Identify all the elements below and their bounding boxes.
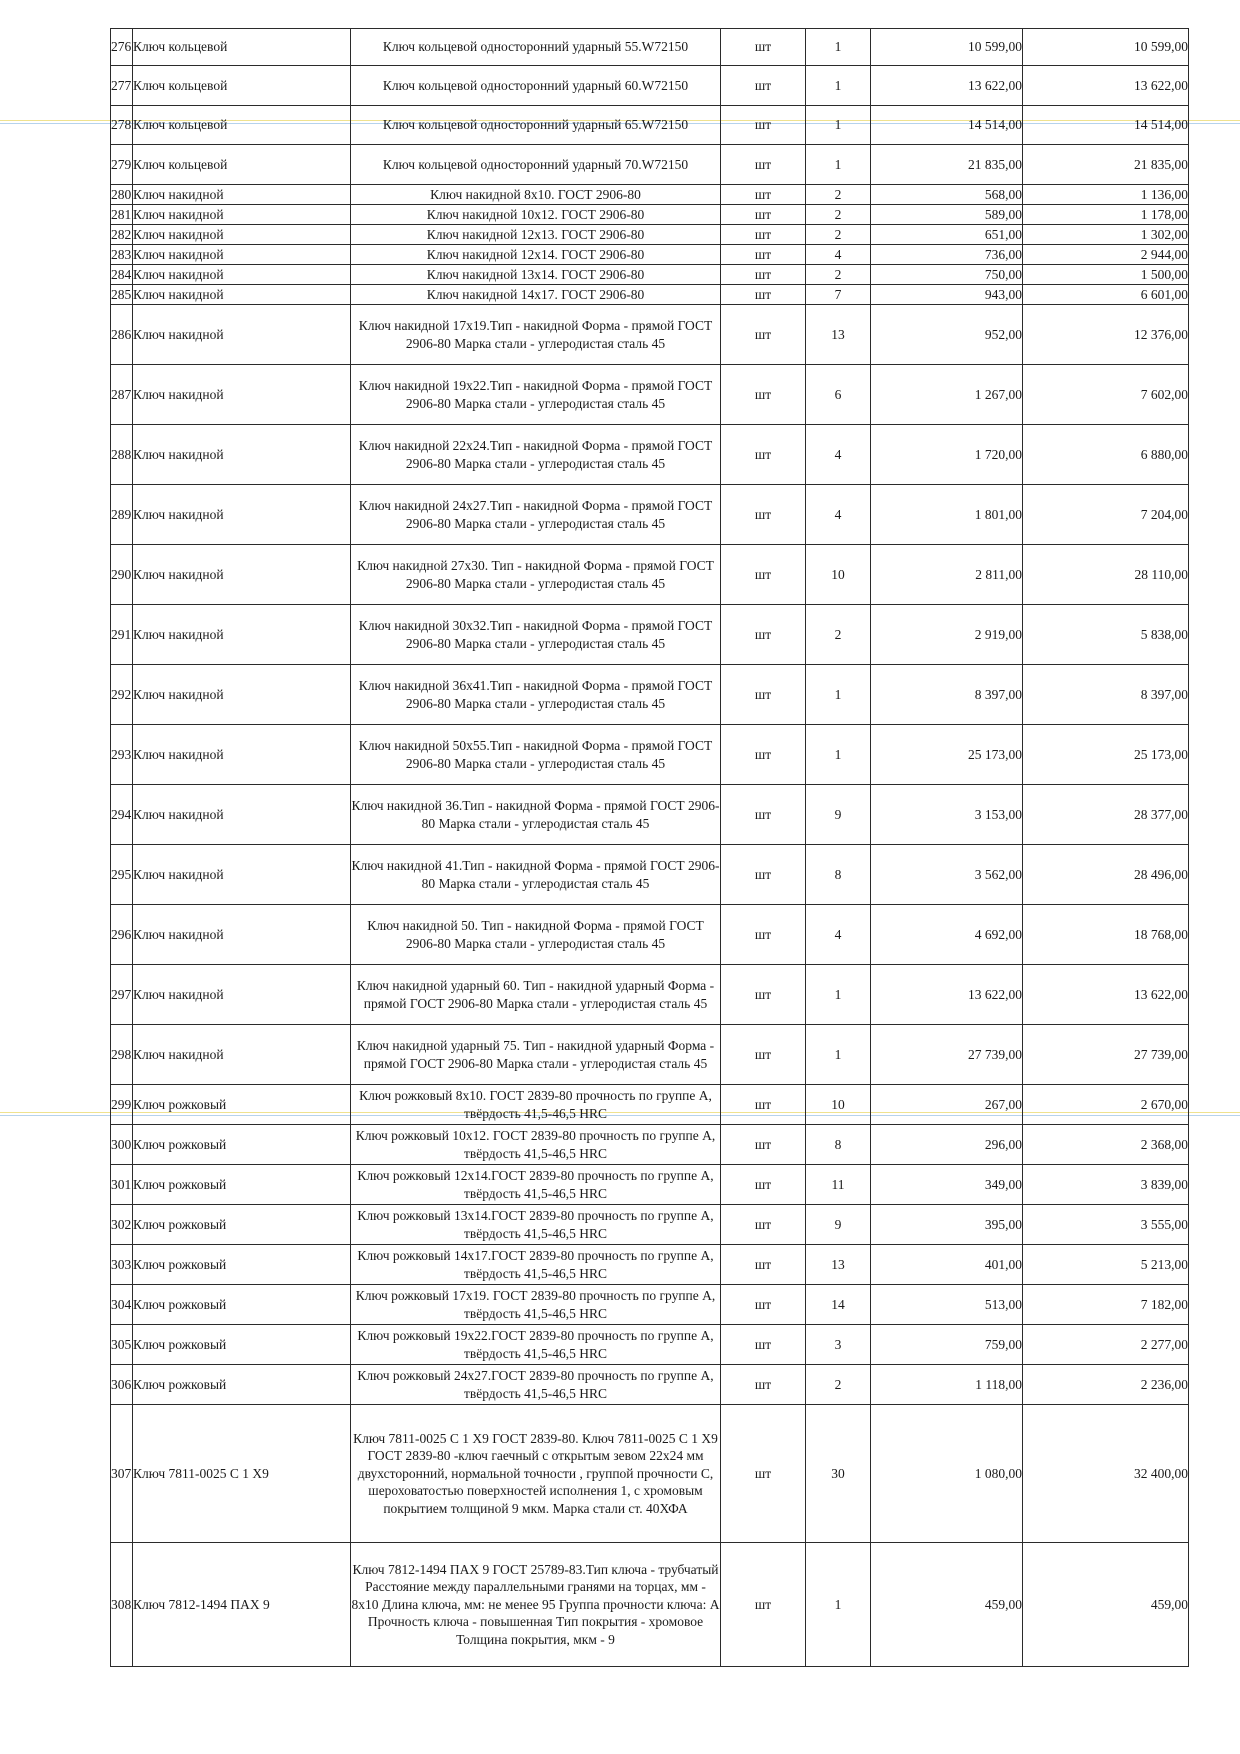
item-description: Ключ накидной 24х27.Тип - накидной Форма - прямой ГОСТ 2906-80 Марка стали - углеродистая сталь 45	[351, 485, 721, 545]
table-row	[111, 1325, 1189, 1365]
row-number: 300	[111, 1125, 133, 1165]
item-name: Ключ рожковый	[133, 1365, 351, 1405]
item-description: Ключ накидной 14х17. ГОСТ 2906-80	[351, 285, 721, 305]
unit-price: 3 153,00	[871, 785, 1023, 845]
line-total: 32 400,00	[1023, 1405, 1189, 1543]
row-number: 292	[111, 665, 133, 725]
item-description: Ключ кольцевой односторонний ударный 60.W72150	[351, 66, 721, 106]
row-number: 281	[111, 205, 133, 225]
unit-of-measure: шт	[721, 265, 806, 285]
unit-of-measure: шт	[721, 605, 806, 665]
item-description: Ключ рожковый 12х14.ГОСТ 2839-80 прочность по группе А, твёрдость 41,5-46,5 HRC	[351, 1165, 721, 1205]
quantity: 9	[806, 785, 871, 845]
unit-of-measure: шт	[721, 665, 806, 725]
row-number: 301	[111, 1165, 133, 1205]
quantity: 1	[806, 66, 871, 106]
line-total: 7 182,00	[1023, 1285, 1189, 1325]
unit-of-measure: шт	[721, 205, 806, 225]
quantity: 4	[806, 905, 871, 965]
unit-price: 1 267,00	[871, 365, 1023, 425]
line-total: 3 839,00	[1023, 1165, 1189, 1205]
table-row	[111, 225, 1189, 245]
unit-price: 296,00	[871, 1125, 1023, 1165]
item-name: Ключ кольцевой	[133, 145, 351, 185]
quantity: 1	[806, 725, 871, 785]
row-number: 284	[111, 265, 133, 285]
line-total: 12 376,00	[1023, 305, 1189, 365]
item-description: Ключ кольцевой односторонний ударный 55.W72150	[351, 29, 721, 66]
unit-of-measure: шт	[721, 145, 806, 185]
quantity: 4	[806, 485, 871, 545]
line-total: 1 178,00	[1023, 205, 1189, 225]
item-description: Ключ накидной 30х32.Тип - накидной Форма - прямой ГОСТ 2906-80 Марка стали - углеродистая сталь 45	[351, 605, 721, 665]
item-name: Ключ накидной	[133, 365, 351, 425]
quantity: 10	[806, 1085, 871, 1125]
line-total: 2 236,00	[1023, 1365, 1189, 1405]
table-row	[111, 485, 1189, 545]
item-name: Ключ накидной	[133, 665, 351, 725]
unit-price: 736,00	[871, 245, 1023, 265]
item-description: Ключ накидной ударный 75. Тип - накидной ударный Форма - прямой ГОСТ 2906-80 Марка стали - углеродистая сталь 45	[351, 1025, 721, 1085]
table-row	[111, 1125, 1189, 1165]
table-row	[111, 965, 1189, 1025]
item-name: Ключ накидной	[133, 785, 351, 845]
row-number: 302	[111, 1205, 133, 1245]
unit-price: 651,00	[871, 225, 1023, 245]
quantity: 2	[806, 225, 871, 245]
unit-price: 267,00	[871, 1085, 1023, 1125]
item-name: Ключ накидной	[133, 205, 351, 225]
unit-price: 349,00	[871, 1165, 1023, 1205]
unit-price: 1 080,00	[871, 1405, 1023, 1543]
line-total: 27 739,00	[1023, 1025, 1189, 1085]
quantity: 9	[806, 1205, 871, 1245]
item-name: Ключ накидной	[133, 545, 351, 605]
quantity: 13	[806, 1245, 871, 1285]
quantity: 8	[806, 1125, 871, 1165]
table-row	[111, 1245, 1189, 1285]
table-row	[111, 285, 1189, 305]
item-name: Ключ накидной	[133, 725, 351, 785]
table-row	[111, 1205, 1189, 1245]
item-description: Ключ рожковый 17х19. ГОСТ 2839-80 прочность по группе А, твёрдость 41,5-46,5 HRC	[351, 1285, 721, 1325]
item-description: Ключ рожковый 13х14.ГОСТ 2839-80 прочность по группе А, твёрдость 41,5-46,5 HRC	[351, 1205, 721, 1245]
item-description: Ключ накидной 12х13. ГОСТ 2906-80	[351, 225, 721, 245]
quantity: 2	[806, 185, 871, 205]
table-row	[111, 605, 1189, 665]
unit-price: 13 622,00	[871, 66, 1023, 106]
row-number: 280	[111, 185, 133, 205]
unit-price: 8 397,00	[871, 665, 1023, 725]
document-page	[110, 28, 1188, 1667]
row-number: 295	[111, 845, 133, 905]
item-name: Ключ накидной	[133, 845, 351, 905]
quantity: 4	[806, 245, 871, 265]
row-number: 299	[111, 1085, 133, 1125]
row-number: 307	[111, 1405, 133, 1543]
item-name: Ключ накидной	[133, 285, 351, 305]
unit-price: 513,00	[871, 1285, 1023, 1325]
quantity: 6	[806, 365, 871, 425]
row-number: 283	[111, 245, 133, 265]
unit-of-measure: шт	[721, 845, 806, 905]
table-row	[111, 365, 1189, 425]
row-number: 291	[111, 605, 133, 665]
item-description: Ключ накидной 50. Тип - накидной Форма - прямой ГОСТ 2906-80 Марка стали - углеродистая сталь 45	[351, 905, 721, 965]
line-total: 13 622,00	[1023, 66, 1189, 106]
item-description: Ключ рожковый 8х10. ГОСТ 2839-80 прочность по группе А, твёрдость 41,5-46,5 HRC	[351, 1085, 721, 1125]
item-description: Ключ накидной 36х41.Тип - накидной Форма - прямой ГОСТ 2906-80 Марка стали - углеродистая сталь 45	[351, 665, 721, 725]
line-total: 1 500,00	[1023, 265, 1189, 285]
unit-of-measure: шт	[721, 1405, 806, 1543]
quantity: 1	[806, 145, 871, 185]
unit-price: 13 622,00	[871, 965, 1023, 1025]
quantity: 2	[806, 265, 871, 285]
table-row	[111, 845, 1189, 905]
item-description: Ключ кольцевой односторонний ударный 70.W72150	[351, 145, 721, 185]
item-name: Ключ рожковый	[133, 1165, 351, 1205]
unit-of-measure: шт	[721, 485, 806, 545]
quantity: 4	[806, 425, 871, 485]
row-number: 286	[111, 305, 133, 365]
item-description: Ключ накидной 13х14. ГОСТ 2906-80	[351, 265, 721, 285]
unit-of-measure: шт	[721, 1205, 806, 1245]
item-name: Ключ 7812-1494 ПАХ 9	[133, 1543, 351, 1667]
item-name: Ключ накидной	[133, 265, 351, 285]
row-number: 293	[111, 725, 133, 785]
unit-price: 10 599,00	[871, 29, 1023, 66]
table-row	[111, 185, 1189, 205]
unit-of-measure: шт	[721, 245, 806, 265]
unit-price: 589,00	[871, 205, 1023, 225]
unit-price: 4 692,00	[871, 905, 1023, 965]
item-name: Ключ накидной	[133, 1025, 351, 1085]
row-number: 285	[111, 285, 133, 305]
table-row	[111, 545, 1189, 605]
quantity: 7	[806, 285, 871, 305]
line-total: 28 110,00	[1023, 545, 1189, 605]
row-number: 308	[111, 1543, 133, 1667]
line-total: 7 602,00	[1023, 365, 1189, 425]
item-description: Ключ рожковый 14х17.ГОСТ 2839-80 прочность по группе А, твёрдость 41,5-46,5 HRC	[351, 1245, 721, 1285]
item-description: Ключ накидной 27х30. Тип - накидной Форма - прямой ГОСТ 2906-80 Марка стали - углеродистая сталь 45	[351, 545, 721, 605]
item-description: Ключ накидной 12х14. ГОСТ 2906-80	[351, 245, 721, 265]
price-table	[110, 28, 1189, 1667]
unit-price: 759,00	[871, 1325, 1023, 1365]
quantity: 14	[806, 1285, 871, 1325]
unit-of-measure: шт	[721, 1285, 806, 1325]
unit-of-measure: шт	[721, 285, 806, 305]
item-description: Ключ накидной 17х19.Тип - накидной Форма - прямой ГОСТ 2906-80 Марка стали - углеродистая сталь 45	[351, 305, 721, 365]
unit-of-measure: шт	[721, 225, 806, 245]
unit-price: 3 562,00	[871, 845, 1023, 905]
unit-of-measure: шт	[721, 29, 806, 66]
row-number: 298	[111, 1025, 133, 1085]
unit-price: 401,00	[871, 1245, 1023, 1285]
line-total: 7 204,00	[1023, 485, 1189, 545]
line-total: 2 277,00	[1023, 1325, 1189, 1365]
item-name: Ключ накидной	[133, 185, 351, 205]
row-number: 282	[111, 225, 133, 245]
item-description: Ключ накидной 8х10. ГОСТ 2906-80	[351, 185, 721, 205]
line-total: 18 768,00	[1023, 905, 1189, 965]
line-total: 25 173,00	[1023, 725, 1189, 785]
table-row	[111, 1025, 1189, 1085]
line-total: 6 880,00	[1023, 425, 1189, 485]
unit-price: 2 919,00	[871, 605, 1023, 665]
unit-of-measure: шт	[721, 425, 806, 485]
quantity: 13	[806, 305, 871, 365]
unit-of-measure: шт	[721, 185, 806, 205]
unit-of-measure: шт	[721, 305, 806, 365]
item-description: Ключ накидной 19х22.Тип - накидной Форма - прямой ГОСТ 2906-80 Марка стали - углеродистая сталь 45	[351, 365, 721, 425]
table-row	[111, 785, 1189, 845]
quantity: 1	[806, 665, 871, 725]
item-name: Ключ рожковый	[133, 1325, 351, 1365]
item-name: Ключ кольцевой	[133, 29, 351, 66]
row-number: 277	[111, 66, 133, 106]
item-description: Ключ накидной 22х24.Тип - накидной Форма - прямой ГОСТ 2906-80 Марка стали - углеродистая сталь 45	[351, 425, 721, 485]
quantity: 11	[806, 1165, 871, 1205]
quantity: 1	[806, 1025, 871, 1085]
table-row	[111, 1285, 1189, 1325]
quantity: 2	[806, 605, 871, 665]
unit-of-measure: шт	[721, 1125, 806, 1165]
unit-of-measure: шт	[721, 1365, 806, 1405]
row-number: 305	[111, 1325, 133, 1365]
line-total: 2 670,00	[1023, 1085, 1189, 1125]
quantity: 1	[806, 1543, 871, 1667]
item-name: Ключ кольцевой	[133, 106, 351, 145]
unit-price: 27 739,00	[871, 1025, 1023, 1085]
unit-price: 21 835,00	[871, 145, 1023, 185]
item-name: Ключ рожковый	[133, 1125, 351, 1165]
unit-price: 1 118,00	[871, 1365, 1023, 1405]
unit-price: 395,00	[871, 1205, 1023, 1245]
table-row	[111, 1405, 1189, 1543]
unit-price: 459,00	[871, 1543, 1023, 1667]
unit-of-measure: шт	[721, 905, 806, 965]
row-number: 290	[111, 545, 133, 605]
table-row	[111, 905, 1189, 965]
row-number: 303	[111, 1245, 133, 1285]
line-total: 14 514,00	[1023, 106, 1189, 145]
item-description: Ключ накидной 36.Тип - накидной Форма - прямой ГОСТ 2906-80 Марка стали - углеродистая сталь 45	[351, 785, 721, 845]
item-name: Ключ рожковый	[133, 1245, 351, 1285]
line-total: 2 368,00	[1023, 1125, 1189, 1165]
quantity: 2	[806, 205, 871, 225]
unit-price: 952,00	[871, 305, 1023, 365]
unit-of-measure: шт	[721, 1325, 806, 1365]
row-number: 297	[111, 965, 133, 1025]
table-row	[111, 66, 1189, 106]
line-total: 13 622,00	[1023, 965, 1189, 1025]
line-total: 459,00	[1023, 1543, 1189, 1667]
row-number: 287	[111, 365, 133, 425]
item-description: Ключ рожковый 24х27.ГОСТ 2839-80 прочность по группе А, твёрдость 41,5-46,5 HRC	[351, 1365, 721, 1405]
item-name: Ключ накидной	[133, 425, 351, 485]
item-description: Ключ рожковый 10х12. ГОСТ 2839-80 прочность по группе А, твёрдость 41,5-46,5 HRC	[351, 1125, 721, 1165]
item-description: Ключ 7812-1494 ПАХ 9 ГОСТ 25789-83.Тип ключа - трубчатый Расстояние между параллельными гранями на торцах, мм - 8х10 Длина ключа, мм: не менее 95 Группа прочности ключа: А Прочность ключа - повышенная Тип покрытия - хромовое Толщина покрытия, мкм - 9	[351, 1543, 721, 1667]
row-number: 289	[111, 485, 133, 545]
table-row	[111, 665, 1189, 725]
line-total: 5 838,00	[1023, 605, 1189, 665]
item-name: Ключ накидной	[133, 485, 351, 545]
unit-of-measure: шт	[721, 1025, 806, 1085]
item-name: Ключ рожковый	[133, 1085, 351, 1125]
row-number: 306	[111, 1365, 133, 1405]
unit-price: 1 720,00	[871, 425, 1023, 485]
line-total: 10 599,00	[1023, 29, 1189, 66]
quantity: 1	[806, 29, 871, 66]
unit-of-measure: шт	[721, 965, 806, 1025]
table-body	[111, 29, 1189, 1667]
item-description: Ключ рожковый 19х22.ГОСТ 2839-80 прочность по группе А, твёрдость 41,5-46,5 HRC	[351, 1325, 721, 1365]
line-total: 28 496,00	[1023, 845, 1189, 905]
unit-of-measure: шт	[721, 1245, 806, 1285]
table-row	[111, 106, 1189, 145]
item-name: Ключ накидной	[133, 225, 351, 245]
unit-of-measure: шт	[721, 365, 806, 425]
row-number: 304	[111, 1285, 133, 1325]
table-row	[111, 1543, 1189, 1667]
row-number: 276	[111, 29, 133, 66]
item-name: Ключ накидной	[133, 965, 351, 1025]
line-total: 3 555,00	[1023, 1205, 1189, 1245]
line-total: 2 944,00	[1023, 245, 1189, 265]
row-number: 294	[111, 785, 133, 845]
row-number: 278	[111, 106, 133, 145]
table-row	[111, 1165, 1189, 1205]
table-row	[111, 1365, 1189, 1405]
line-total: 1 302,00	[1023, 225, 1189, 245]
item-description: Ключ 7811-0025 С 1 Х9 ГОСТ 2839-80. Ключ 7811-0025 С 1 Х9 ГОСТ 2839-80 -ключ гаечный с открытым зевом 22х24 мм двухсторонний, нормальной точности , группой прочности С, шероховатостью поверхностей исполнения 1, с хромовым покрытием толщиной 9 мкм. Марка стали ст. 40ХФА	[351, 1405, 721, 1543]
quantity: 3	[806, 1325, 871, 1365]
item-name: Ключ накидной	[133, 605, 351, 665]
quantity: 1	[806, 965, 871, 1025]
quantity: 2	[806, 1365, 871, 1405]
unit-of-measure: шт	[721, 785, 806, 845]
unit-price: 1 801,00	[871, 485, 1023, 545]
quantity: 10	[806, 545, 871, 605]
item-name: Ключ 7811-0025 С 1 Х9	[133, 1405, 351, 1543]
item-description: Ключ накидной 50х55.Тип - накидной Форма - прямой ГОСТ 2906-80 Марка стали - углеродистая сталь 45	[351, 725, 721, 785]
item-name: Ключ накидной	[133, 245, 351, 265]
unit-of-measure: шт	[721, 1543, 806, 1667]
unit-price: 2 811,00	[871, 545, 1023, 605]
item-name: Ключ рожковый	[133, 1205, 351, 1245]
unit-of-measure: шт	[721, 1085, 806, 1125]
line-total: 8 397,00	[1023, 665, 1189, 725]
table-row	[111, 725, 1189, 785]
table-row	[111, 205, 1189, 225]
item-description: Ключ накидной 41.Тип - накидной Форма - прямой ГОСТ 2906-80 Марка стали - углеродистая сталь 45	[351, 845, 721, 905]
item-description: Ключ кольцевой односторонний ударный 65.W72150	[351, 106, 721, 145]
line-total: 5 213,00	[1023, 1245, 1189, 1285]
quantity: 8	[806, 845, 871, 905]
line-total: 28 377,00	[1023, 785, 1189, 845]
unit-of-measure: шт	[721, 545, 806, 605]
row-number: 279	[111, 145, 133, 185]
table-row	[111, 425, 1189, 485]
unit-price: 568,00	[871, 185, 1023, 205]
item-name: Ключ кольцевой	[133, 66, 351, 106]
table-row	[111, 265, 1189, 285]
quantity: 1	[806, 106, 871, 145]
table-row	[111, 29, 1189, 66]
line-total: 21 835,00	[1023, 145, 1189, 185]
unit-of-measure: шт	[721, 66, 806, 106]
item-name: Ключ рожковый	[133, 1285, 351, 1325]
line-total: 1 136,00	[1023, 185, 1189, 205]
unit-of-measure: шт	[721, 725, 806, 785]
item-description: Ключ накидной ударный 60. Тип - накидной ударный Форма - прямой ГОСТ 2906-80 Марка стали - углеродистая сталь 45	[351, 965, 721, 1025]
item-name: Ключ накидной	[133, 305, 351, 365]
quantity: 30	[806, 1405, 871, 1543]
table-row	[111, 245, 1189, 265]
item-description: Ключ накидной 10х12. ГОСТ 2906-80	[351, 205, 721, 225]
table-row	[111, 145, 1189, 185]
unit-price: 25 173,00	[871, 725, 1023, 785]
unit-of-measure: шт	[721, 1165, 806, 1205]
unit-price: 943,00	[871, 285, 1023, 305]
unit-of-measure: шт	[721, 106, 806, 145]
item-name: Ключ накидной	[133, 905, 351, 965]
row-number: 288	[111, 425, 133, 485]
table-row	[111, 1085, 1189, 1125]
unit-price: 750,00	[871, 265, 1023, 285]
table-row	[111, 305, 1189, 365]
row-number: 296	[111, 905, 133, 965]
unit-price: 14 514,00	[871, 106, 1023, 145]
line-total: 6 601,00	[1023, 285, 1189, 305]
